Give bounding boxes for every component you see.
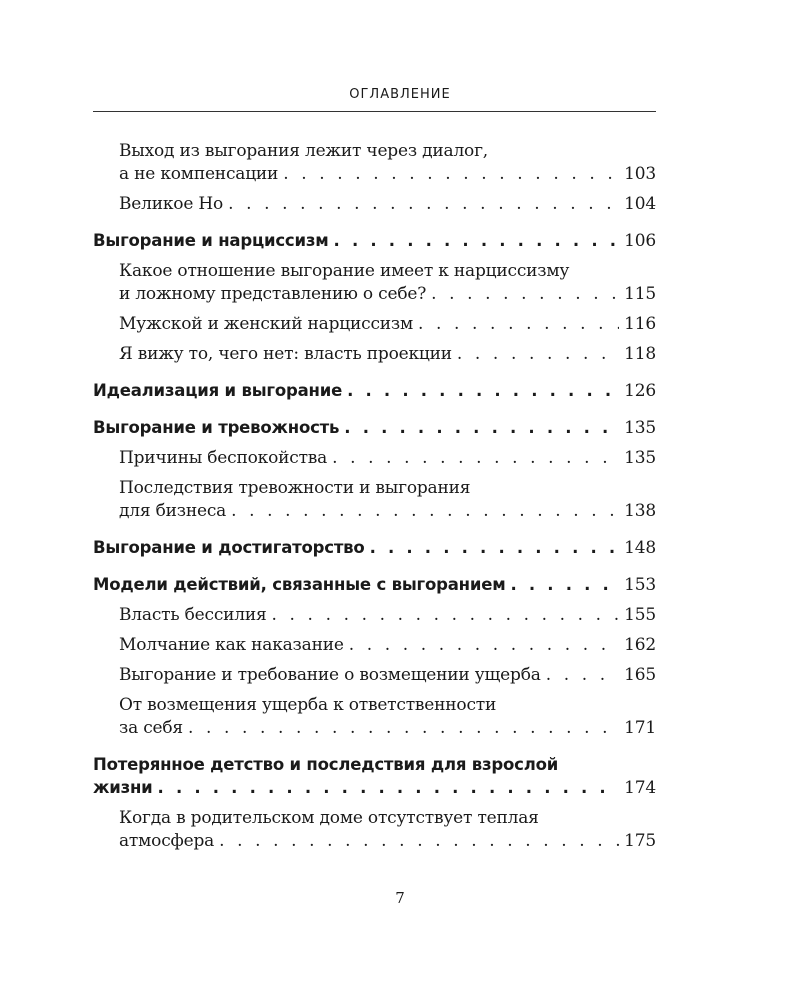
toc-chapter-title: Выгорание и достигаторство (93, 538, 365, 557)
dot-leader (431, 283, 619, 306)
page-number: 7 (395, 889, 405, 907)
toc-entry[interactable] (93, 807, 656, 853)
toc-entry[interactable] (93, 140, 656, 186)
toc-entry-title: Молчание как наказание (119, 635, 344, 655)
toc-entry[interactable] (93, 313, 656, 336)
toc-chapter-page: 135 (624, 418, 656, 438)
dot-leader (334, 229, 620, 252)
dot-leader (158, 776, 620, 799)
toc-entry[interactable] (93, 260, 656, 306)
table-of-contents (93, 140, 656, 853)
dot-leader (347, 379, 619, 402)
toc-chapter-page: 153 (624, 575, 656, 595)
toc-chapter[interactable] (93, 229, 656, 253)
toc-entry[interactable] (93, 694, 656, 740)
toc-entry-page: 165 (624, 665, 656, 685)
toc-entry-page: 171 (624, 718, 656, 738)
dot-leader (188, 717, 619, 740)
toc-entry[interactable] (93, 477, 656, 523)
dot-leader (457, 343, 619, 366)
toc-entry-page: 138 (624, 501, 656, 521)
toc-chapter-title-line: Потерянное детство и последствия для взрослой (93, 755, 559, 774)
toc-chapter-page: 126 (624, 381, 656, 401)
toc-chapter-title: Модели действий, связанные с выгоранием (93, 575, 506, 594)
toc-entry-title: Причины беспокойства (119, 448, 328, 468)
toc-chapter-title: Выгорание и тревожность (93, 418, 340, 437)
toc-chapter[interactable] (93, 379, 656, 403)
toc-entry[interactable] (93, 634, 656, 657)
dot-leader (231, 500, 619, 523)
toc-entry-title: Выгорание и требование о возмещении ущерба (119, 665, 541, 685)
toc-entry[interactable] (93, 193, 656, 216)
toc-entry-title: для бизнеса (119, 501, 227, 521)
toc-chapter-title: Идеализация и выгорание (93, 381, 343, 400)
toc-entry-title: Мужской и женский нарциссизм (119, 314, 414, 334)
toc-entry-title-line: От возмещения ущерба к ответственности (119, 695, 497, 715)
toc-chapter-title: жизни (93, 778, 153, 797)
dot-leader (370, 536, 620, 559)
toc-entry-title-line: Когда в родительском доме отсутствует теплая (119, 808, 539, 828)
toc-entry-title: атмосфера (119, 831, 215, 851)
toc-entry-title: Власть бессилия (119, 605, 267, 625)
toc-chapter[interactable] (93, 573, 656, 597)
toc-entry[interactable] (93, 604, 656, 627)
toc-entry-page: 115 (624, 284, 656, 304)
toc-entry-title: Я вижу то, чего нет: власть проекции (119, 344, 452, 364)
dot-leader (349, 634, 619, 657)
toc-entry-title-line: Какое отношение выгорание имеет к нарциссизму (119, 261, 570, 281)
toc-entry-page: 175 (624, 831, 656, 851)
toc-chapter[interactable] (93, 416, 656, 440)
toc-chapter-page: 174 (624, 778, 656, 798)
toc-entry-title-line: Последствия тревожности и выгорания (119, 478, 471, 498)
toc-entry[interactable] (93, 664, 656, 687)
toc-entry[interactable] (93, 447, 656, 470)
toc-entry-page: 135 (624, 448, 656, 468)
dot-leader (418, 313, 619, 336)
toc-entry-page: 118 (624, 344, 656, 364)
toc-entry-page: 103 (624, 164, 656, 184)
dot-leader (510, 573, 619, 596)
toc-chapter-page: 106 (624, 231, 656, 251)
toc-entry-page: 162 (624, 635, 656, 655)
header-rule (93, 111, 656, 112)
toc-entry-title: за себя (119, 718, 183, 738)
toc-chapter-page: 148 (624, 538, 656, 558)
toc-entry[interactable] (93, 343, 656, 366)
dot-leader (283, 163, 619, 186)
dot-leader (272, 604, 620, 627)
toc-entry-page: 104 (624, 194, 656, 214)
dot-leader (228, 193, 619, 216)
toc-entry-title: Великое Но (119, 194, 224, 214)
toc-chapter-title: Выгорание и нарциссизм (93, 231, 329, 250)
dot-leader (344, 416, 619, 439)
toc-entry-page: 155 (624, 605, 656, 625)
dot-leader (546, 664, 619, 687)
toc-chapter[interactable] (93, 753, 656, 800)
toc-chapter[interactable] (93, 536, 656, 560)
toc-entry-title-line: Выход из выгорания лежит через диалог, (119, 141, 489, 161)
running-header: ОГЛАВЛЕНИЕ (349, 87, 451, 102)
toc-entry-title: а не компенсации (119, 164, 279, 184)
dot-leader (219, 830, 619, 853)
toc-entry-page: 116 (624, 314, 656, 334)
dot-leader (332, 447, 619, 470)
toc-entry-title: и ложному представлению о себе? (119, 284, 427, 304)
